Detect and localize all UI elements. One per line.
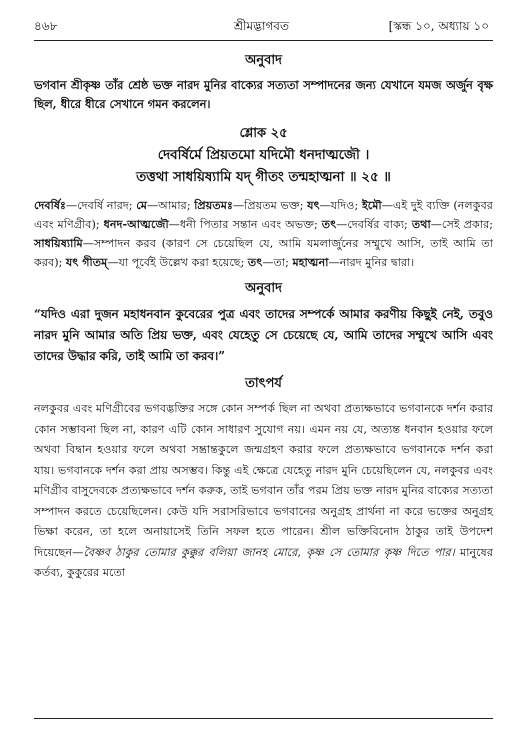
page-number: ৪৬৮ (34, 19, 58, 33)
synonym-word: তৎ (247, 255, 263, 269)
translation-text: “যদিও এরা দুজন মহাধনবান কুবেরের পুত্র এবং তাদের সম্পর্কে আমার করণীয় কিছুই নেই, তবুও নারদ মুনি আমার অতি প্রিয় ভক্ত, এবং যেহেতু সে চেয়েছে যে, আমি তাদের সম্মুখে আসি এবং তাদের উদ্ধার করি, তাই আমি তা করব।” (34, 307, 493, 363)
synonym-word: যৎ গীতম্ (65, 255, 108, 269)
synonym-word: মহাত্মনা (292, 255, 329, 269)
synonym-word: প্রিয়তমঃ (194, 198, 233, 212)
page-header (34, 18, 489, 38)
translation-heading: অনুবাদ (245, 281, 282, 296)
synonym-meaning: —প্রিয়তম ভক্ত; (232, 199, 308, 212)
synonym-meaning: —আমার; (146, 199, 195, 212)
purport-heading: তাৎপর্য (245, 376, 282, 391)
translation-heading-top: অনুবাদ (245, 53, 282, 68)
synonym-meaning: —তা; (262, 256, 293, 269)
purport-body-continued: মানুষের কর্তব্য, কুকুরের মতো (34, 545, 493, 579)
purport-body: নলকুবর এবং মণিগ্রীবের ভগবদ্ভক্তির সঙ্গে কোন সম্পর্ক ছিল না অথবা প্রত্যক্ষভাবে ভগবানকে দর্শন করার কোন সম্ভাবনা ছিল না, কারণ এটি কোন সাধারণ সুযোগ নয়। এমন নয় যে, অত্যন্ত ধনবান হওয়ার ফলে অথবা বিদ্বান হওয়ার ফলে অথবা সম্ভ্রান্তকুলে জন্মগ্রহণ করার ফলে প্রত্যক্ষভাবে ভগবানকে দর্শন করা যায়। ভগবানকে দর্শন করা প্রায় অসম্ভব। কিন্তু এই ক্ষেত্রে যেহেতু নারদ মুনি চেয়েছিলেন যে, নলকুবর এবং মণিগ্রীব বাসুদেবকে প্রত্যক্ষভাবে দর্শন করুক, তাই ভগবান তাঁর পরম প্রিয় ভক্ত নারদ মুনির বাক্যের সত্যতা সম্পাদন করতে চেয়েছিলেন। কেউ যদি সরাসরিভাবে ভগবানের অনুগ্রহ প্রার্থনা না করে ভক্তের অনুগ্রহ ভিক্ষা করেন, তা হলে অনায়াসেই তিনি সফল হতে পারেন। শ্রীল ভক্তিবিনোদ ঠাকুর তাই উপদেশ দিয়েছেন— (34, 402, 493, 559)
book-title: শ্রীমদ্ভাগবত (233, 19, 289, 33)
header-rule (34, 40, 493, 41)
synonym-meaning: —ধনী পিতার সন্তান এবং অভক্ত; (168, 218, 322, 231)
page-content (34, 48, 493, 584)
purport-text (34, 399, 493, 584)
synonym-word: যৎ (307, 198, 320, 212)
synonym-word: ইমৌ (361, 198, 382, 212)
synonym-word: তথা (411, 217, 431, 231)
verse-line-2: তত্তথা সাধয়িষ্যামি যদ্ গীতং তন্মহাত্মনা ॥ ২৫ ॥ (136, 169, 391, 185)
synonym-meaning: —সম্পাদন করব (কারণ সে চেয়েছিল যে, আমি যমলার্জুনের সম্মুখে আসি, তাই আমি তা করব); (34, 237, 493, 269)
synonym-meaning: —যা পূর্বেই উল্লেখ করা হয়েছে; (107, 256, 248, 269)
synonym-meaning: —নারদ মুনির দ্বারা। (328, 256, 415, 269)
synonym-word: তৎ (321, 217, 337, 231)
translation-text-top: ভগবান শ্রীকৃষ্ণ তাঁর শ্রেষ্ঠ ভক্ত নারদ মুনির বাক্যের সত্যতা সম্পাদনের জন্য যেখানে যমজ অর্জুন বৃক্ষ ছিল, ধীরে ধীরে সেখানে গমন করলেন। (34, 78, 493, 111)
footer-rule (34, 718, 493, 719)
purport-song-quote: বৈষ্ণব ঠাকুর তোমার কুক্কুর বলিয়া জানহ মোরে, কৃষ্ণ সে তোমার কৃষ্ণ দিতে পার। (83, 545, 455, 559)
synonym-word: মে (136, 198, 147, 212)
synonym-word: দেবর্ষিঃ (34, 198, 66, 212)
synonym-meaning: —সেই প্রকার; (430, 218, 493, 231)
word-for-word-synonyms (34, 196, 493, 272)
synonym-meaning: —দেবর্ষি নারদ; (65, 199, 137, 212)
verse-number: শ্লোক ২৫ (239, 126, 288, 141)
chapter-reference: [স্কন্ধ ১০, অধ্যায় ১০ (388, 19, 489, 33)
verse-text (34, 144, 493, 188)
synonym-word: সাধয়িষ্যামি (34, 236, 83, 250)
synonym-meaning: —এই দুই ব্যক্তি (নলকুবর এবং মণিগ্রীব); (34, 199, 493, 231)
synonym-word: ধনদ-আত্মজৌ (103, 217, 169, 231)
synonym-meaning: —যদিও; (319, 199, 362, 212)
synonym-meaning: —দেবর্ষির বাক্য; (336, 218, 412, 231)
verse-line-1: দেবর্ষির্মে প্রিয়তমো যদিমৌ ধনদাত্মজৌ । (157, 147, 370, 163)
